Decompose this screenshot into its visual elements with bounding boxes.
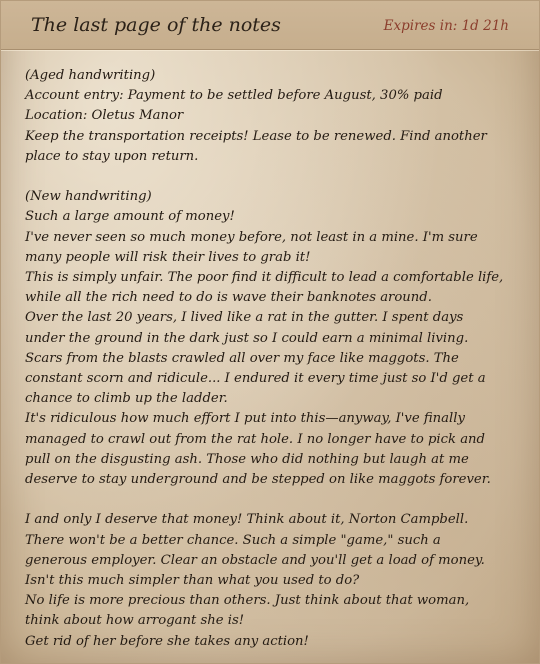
paragraph-gap bbox=[25, 490, 505, 510]
note-line: Such a large amount of money! bbox=[25, 209, 235, 225]
note-line: Get rid of her before she takes any action! bbox=[25, 633, 309, 649]
note-line: Account entry: Payment to be settled before August, 30% paid bbox=[25, 88, 443, 104]
note-line: Over the last 20 years, I lived like a rat in the gutter. I spent days under the ground in the dark just so I could earn a minimal living. Scars from the blasts crawled all over my face like maggots. The constant scorn and ridicule... I endured it every time just so I'd get a chance to climb up the ladder. bbox=[25, 310, 486, 407]
note-line: This is simply unfair. The poor find it difficult to lead a comfortable life, while all the rich need to do is wave their banknotes around. bbox=[25, 270, 504, 306]
note-line: Location: Oletus Manor bbox=[25, 108, 184, 124]
aged-handwriting-label: (Aged handwriting) bbox=[25, 68, 156, 83]
expiry-timer: Expires in: 1d 21h bbox=[383, 18, 509, 34]
note-line: I and only I deserve that money! Think about it, Norton Campbell. There won't be a better chance. Such a simple "game," such a generous employer. Clear an obstacle and you'll get a load of money. Isn't this much simpler than what you used to do? bbox=[25, 512, 485, 589]
note-header bbox=[1, 1, 539, 50]
note-title: The last page of the notes bbox=[31, 14, 281, 36]
paragraph-gap bbox=[25, 167, 505, 187]
note-line: It's ridiculous how much effort I put into this—anyway, I've finally managed to crawl out from the rat hole. I no longer have to pick and pull on the disgusting ash. Those who did nothing but laugh at me deserve to stay underground and be stepped on like maggots forever. bbox=[25, 411, 491, 488]
note-content bbox=[25, 66, 505, 652]
note-line: No life is more precious than others. Just think about that woman, think about how arrogant she is! bbox=[25, 593, 470, 629]
note-line: I've never seen so much money before, not least in a mine. I'm sure many people will risk their lives to grab it! bbox=[25, 229, 478, 265]
note-line: Keep the transportation receipts! Lease to be renewed. Find another place to stay upon return. bbox=[25, 128, 487, 164]
new-handwriting-label: (New handwriting) bbox=[25, 189, 152, 205]
